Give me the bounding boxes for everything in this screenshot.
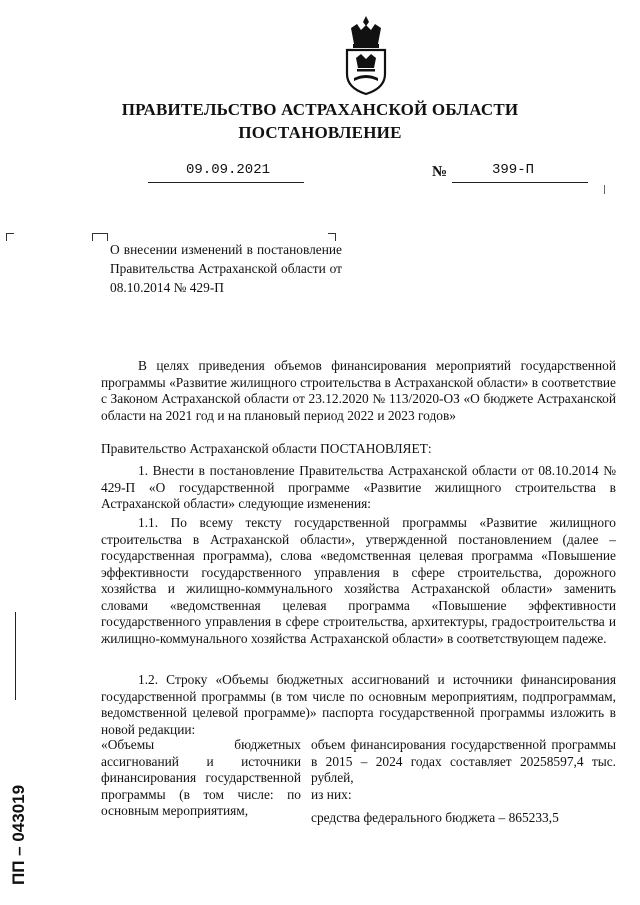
number-sign: №	[432, 164, 448, 180]
funding-federal-text: средства федерального бюджета – 865233,5	[311, 810, 559, 825]
corner-mark-subject-left	[92, 233, 100, 241]
paragraph-item-1: 1. Внести в постановление Правительства Астраханской области от 08.10.2014 № 429-П «О государственной программе «Развитие жилищного строительства в Астраханской области» следующие изменения:	[101, 463, 616, 511]
coat-of-arms-emblem	[343, 14, 389, 96]
funding-total-text: объем финансирования государственной программы в 2015 – 2024 годах составляет 20258597,4 тыс. рублей,	[311, 737, 616, 785]
margin-code-label: ПП – 043019	[9, 784, 28, 885]
table-left-cell: «Объемы бюджетных ассигнований и источники финансирования государственной программы (в том числе: по основным мероприятиям,	[101, 737, 301, 818]
document-type: ПОСТАНОВЛЕНИЕ	[238, 123, 402, 142]
margin-serial-code	[0, 720, 36, 885]
table-right-cell	[311, 737, 616, 827]
number-underline	[452, 182, 588, 183]
corner-mark-left	[6, 233, 14, 241]
margin-vertical-line	[15, 612, 16, 700]
paragraph-preamble: В целях приведения объемов финансирования мероприятий государственной программы «Развитие жилищного строительства в Астраханской области» в соответствие с Законом Астраханской области от 23.12.2020 № 113/2020-ОЗ «О бюджете Астраханской области на 2021 год и на плановый период 2022 и 2023 годов»	[101, 358, 616, 423]
document-subject: О внесении изменений в постановление Правительства Астраханской области от 08.10.2014 № 429-П	[110, 242, 342, 295]
document-number: 399-П	[492, 162, 535, 178]
margin-tick	[604, 185, 605, 194]
date-underline	[148, 182, 304, 183]
paragraph-item-1-2: 1.2. Строку «Объемы бюджетных ассигнований и источники финансирования государственной программы (в том числе по основным мероприятиям, подпрограммам, ведомственной целевой программе)» паспорта государственной программы изложить в новой редакции:	[101, 672, 616, 737]
organization-name: ПРАВИТЕЛЬСТВО АСТРАХАНСКОЙ ОБЛАСТИ	[121, 100, 519, 119]
funding-of-them-text: из них:	[311, 786, 352, 802]
paragraph-item-1-1: 1.1. По всему тексту государственной программы «Развитие жилищного строительства в Астраханской области», утвержденной постановлением (далее – государственная программа), слова «ведомственная целевая программа «Повышение эффективности государственного управления в сфере строительства, дорожного хозяйства и жилищно-коммунального хозяйства Астраханской области» заменить словами «ведомственная целевая программа «Повышение эффективности государственного управления в сфере строительства, архитектуры, градостроительства и жилищно-коммунального хозяйства Астраханской области» в соответствующем падеже.	[101, 515, 616, 646]
corner-mark-subject-inner	[100, 233, 108, 241]
document-date: 09.09.2021	[186, 162, 271, 178]
paragraph-resolves: Правительство Астраханской области ПОСТАНОВЛЯЕТ:	[101, 441, 432, 456]
